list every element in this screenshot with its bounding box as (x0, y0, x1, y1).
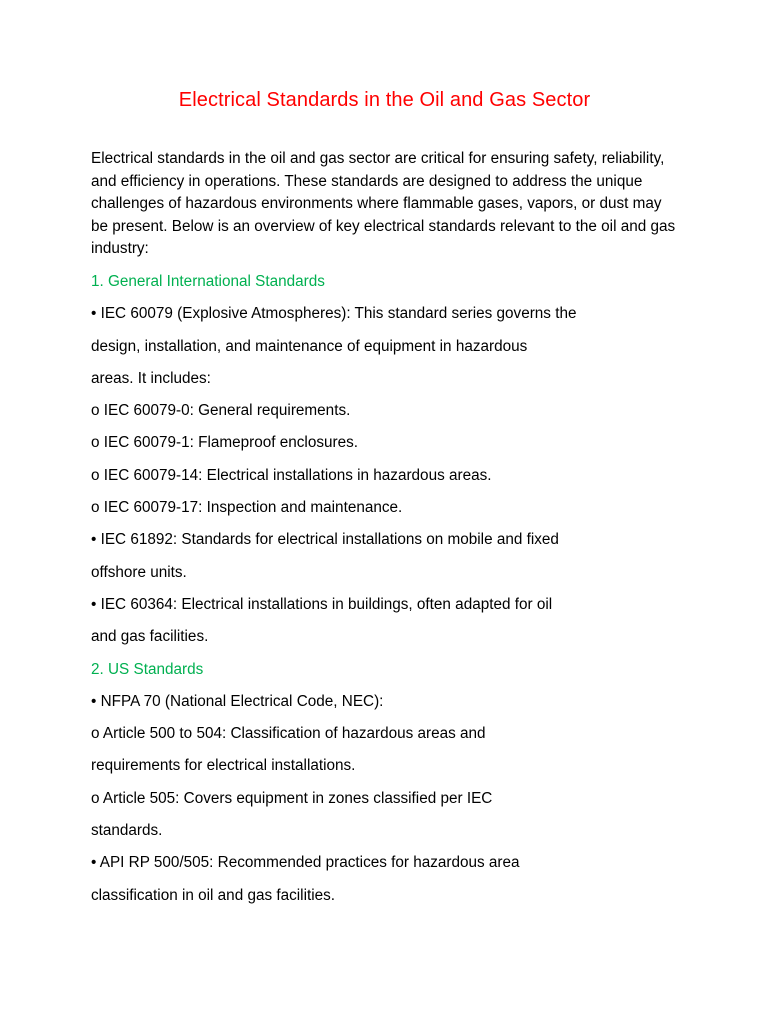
body-line: design, installation, and maintenance of equipment in hazardous (91, 337, 528, 355)
body-line: o IEC 60079-17: Inspection and maintenance. (91, 499, 403, 517)
section-heading: 1. General International Standards (91, 272, 325, 290)
document-title: Electrical Standards in the Oil and Gas Sector (178, 89, 591, 111)
body-line: o Article 505: Covers equipment in zones classified per IEC (91, 789, 493, 807)
body-line: • API RP 500/505: Recommended practices for hazardous area (91, 854, 520, 872)
intro-paragraph: Electrical standards in the oil and gas sector are critical for ensuring safety, reliability, and efficiency in operations. These standards are designed to address the unique challenges of hazardous environments where flammable gases, vapors, or dust may be present. Below is an overview of key electrical standards relevant to the oil and gas industry: (91, 150, 676, 258)
body-line: offshore units. (91, 563, 187, 581)
body-line: requirements for electrical installations. (91, 757, 356, 775)
body-line: o IEC 60079-1: Flameproof enclosures. (91, 434, 358, 452)
body-line: o IEC 60079-14: Electrical installations in hazardous areas. (91, 466, 492, 484)
body-line: • IEC 61892: Standards for electrical installations on mobile and fixed (91, 531, 559, 549)
body-line: o Article 500 to 504: Classification of hazardous areas and (91, 725, 486, 743)
body-line: classification in oil and gas facilities. (91, 886, 336, 904)
body-line: and gas facilities. (91, 628, 209, 646)
body-line: • IEC 60364: Electrical installations in buildings, often adapted for oil (91, 595, 553, 613)
body-line: standards. (91, 822, 163, 840)
body-line: areas. It includes: (91, 369, 211, 387)
body-line: • NFPA 70 (National Electrical Code, NEC): (91, 692, 384, 710)
body-line: o IEC 60079-0: General requirements. (91, 402, 351, 420)
body-line: • IEC 60079 (Explosive Atmospheres): This standard series governs the (91, 305, 577, 323)
document-body (91, 266, 678, 912)
section-heading: 2. US Standards (91, 660, 204, 678)
